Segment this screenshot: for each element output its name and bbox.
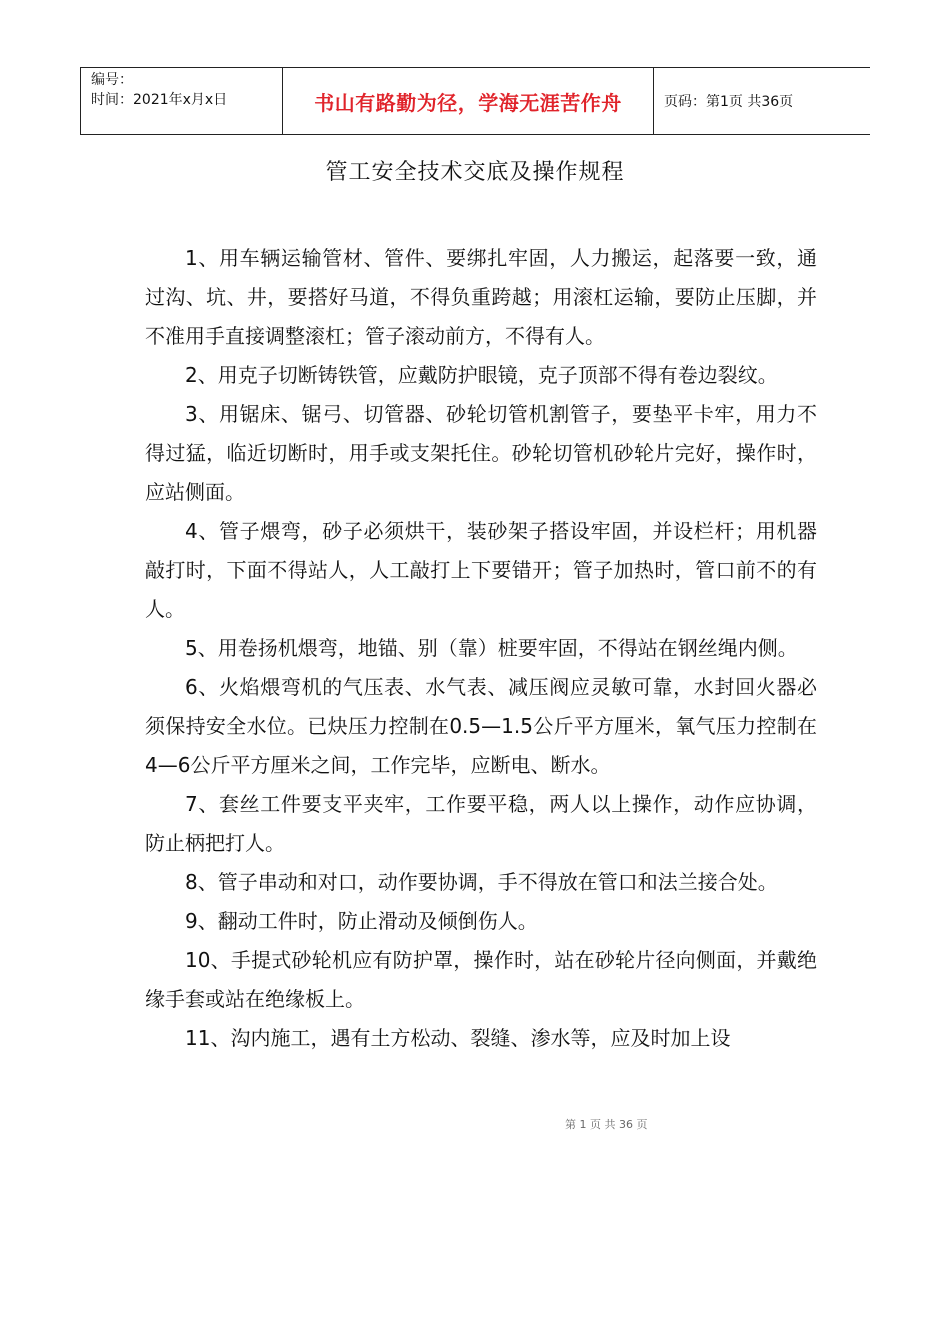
paragraph-3: 3、用锯床、锯弓、切管器、砂轮切管机割管子，要垫平卡牢，用力不得过猛，临近切断时，用手或支架托住。砂轮切管机砂轮片完好，操作时，应站侧面。 [145,402,817,504]
paragraph-2: 2、用克子切断铸铁管，应戴防护眼镜，克子顶部不得有卷边裂纹。 [185,363,778,387]
paragraph-1: 1、用车辆运输管材、管件、要绑扎牢固，人力搬运，起落要一致，通过沟、坑、井，要搭好马道，不得负重跨越；用滚杠运输，要防止压脚，并不准用手直接调整滚杠；管子滚动前方，不得有人。 [145,246,817,348]
page-title: 管工安全技术交底及操作规程 [325,160,625,185]
paragraph-10: 10、手提式砂轮机应有防护罩，操作时，站在砂轮片径向侧面，并戴绝缘手套或站在绝缘板上。 [145,948,817,1011]
header-page-info: 页码：第1页 共36页 [664,94,794,110]
document-number-label: 编号： [91,72,133,88]
document-time-label: 时间：2021年x月x日 [91,92,228,108]
document-header [80,67,870,135]
header-meta-cell [80,68,282,134]
paragraph-11: 11、沟内施工，遇有土方松动、裂缝、渗水等，应及时加上设 [185,1026,731,1050]
header-motto: 书山有路勤为径，学海无涯苦作舟 [314,90,622,115]
paragraph-4: 4、管子煨弯，砂子必须烘干，装砂架子搭设牢固，并设栏杆；用机器敲打时，下面不得站人，人工敲打上下要错开；管子加热时，管口前不的有人。 [145,519,817,621]
paragraph-8: 8、管子串动和对口，动作要协调，手不得放在管口和法兰接合处。 [185,870,778,894]
paragraph-5: 5、用卷扬机煨弯，地锚、别（靠）桩要牢固，不得站在钢丝绳内侧。 [185,636,798,660]
paragraph-9: 9、翻动工件时，防止滑动及倾倒伤人。 [185,909,538,933]
page-number-watermark: 第 1 页 共 36 页 [565,1118,648,1131]
paragraph-6: 6、火焰煨弯机的气压表、水气表、减压阀应灵敏可靠，水封回火器必须保持安全水位。已炔压力控制在0.5—1.5公斤平方厘米，氧气压力控制在4—6公斤平方厘米之间，工作完毕，应断电、断水。 [145,675,817,777]
header-page-cell [654,68,870,134]
document-body [145,239,817,1058]
paragraph-7: 7、套丝工件要支平夹牢，工作要平稳，两人以上操作，动作应协调，防止柄把打人。 [145,792,817,855]
header-motto-cell [282,68,654,134]
